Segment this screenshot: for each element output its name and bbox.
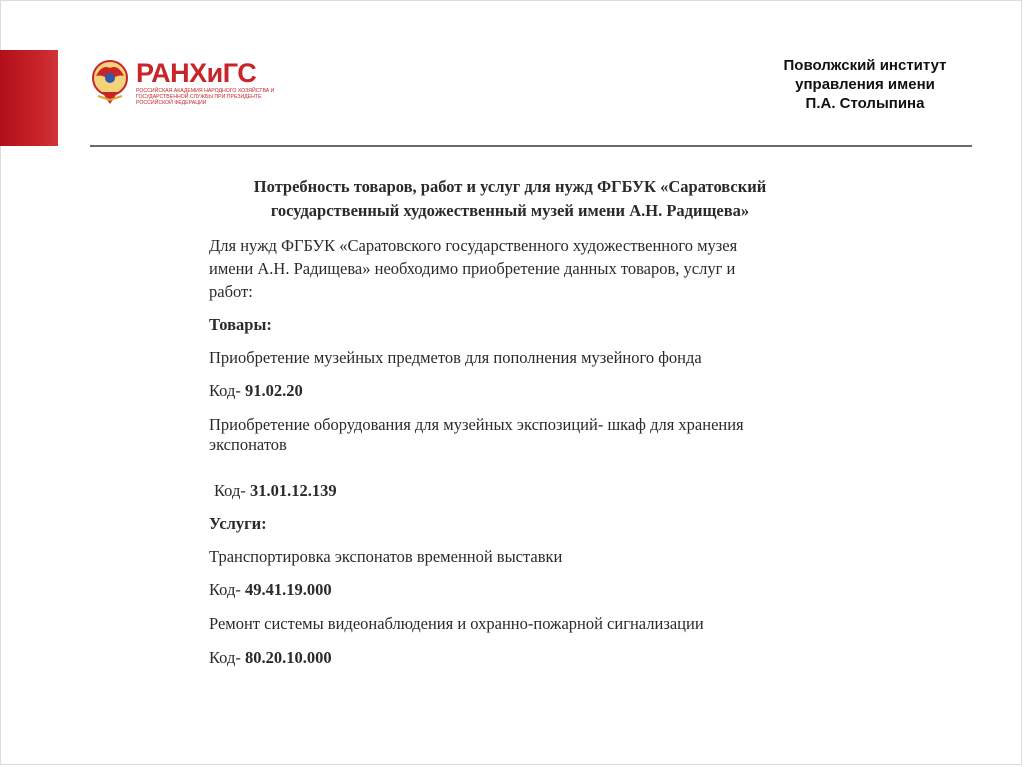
goods-heading: Товары: — [209, 315, 272, 334]
code-value: 49.41.19.000 — [244, 580, 332, 599]
code-line — [209, 646, 829, 669]
code-line — [209, 379, 829, 402]
institute-line: П.А. Столыпина — [805, 95, 925, 112]
code-label: Код- — [209, 648, 241, 667]
code-line — [209, 578, 829, 601]
eagle-emblem-icon — [88, 56, 132, 108]
title-line: государственный художественный музей имени А.Н. Радищева» — [270, 201, 750, 220]
institute-line: управления имени — [795, 76, 935, 93]
title-line: Потребность товаров, работ и услуг для нужд ФГБУК «Саратовский — [253, 177, 767, 196]
document-title — [205, 175, 815, 223]
ranepa-logo — [88, 56, 275, 112]
goods-item-museum-objects: Приобретение музейных предметов для пополнения музейного фонда — [209, 348, 702, 367]
service-item-transport: Транспортировка экспонатов временной выставки — [209, 547, 563, 566]
code-value: 91.02.20 — [244, 381, 303, 400]
header-divider — [90, 145, 972, 147]
logo-subtitle: РОССИЙСКАЯ АКАДЕМИЯ НАРОДНОГО ХОЗЯЙСТВА И ГОСУДАРСТВЕННОЙ СЛУЖБЫ ПРИ ПРЕЗИДЕНТЕ РОССИЙСКОЙ ФЕДЕРАЦИИ — [136, 88, 275, 107]
code-value: 80.20.10.000 — [244, 648, 332, 667]
goods-item-equipment — [209, 413, 829, 456]
item-line: Приобретение оборудования для музейных экспозиций- шкаф для хранения — [209, 415, 744, 434]
intro-paragraph — [209, 234, 829, 303]
service-item-repair: Ремонт системы видеонаблюдения и охранно-пожарной сигнализации — [209, 614, 704, 633]
institute-name — [740, 56, 990, 113]
code-label: Код- — [209, 580, 241, 599]
institute-line: Поволжский институт — [783, 57, 947, 74]
code-value: 31.01.12.139 — [249, 481, 337, 500]
intro-line: Для нужд ФГБУК «Саратовского государственного художественного музея — [209, 236, 738, 255]
accent-bar — [0, 50, 58, 146]
item-line: экспонатов — [209, 435, 287, 454]
intro-line: работ: — [209, 282, 253, 301]
intro-line: имени А.Н. Радищева» необходимо приобретение данных товаров, услуг и — [209, 259, 736, 278]
services-heading: Услуги: — [209, 514, 267, 533]
code-line — [214, 479, 834, 502]
logo-wordmark: РАНХиГС — [136, 58, 257, 88]
code-label: Код- — [214, 481, 246, 500]
code-label: Код- — [209, 381, 241, 400]
